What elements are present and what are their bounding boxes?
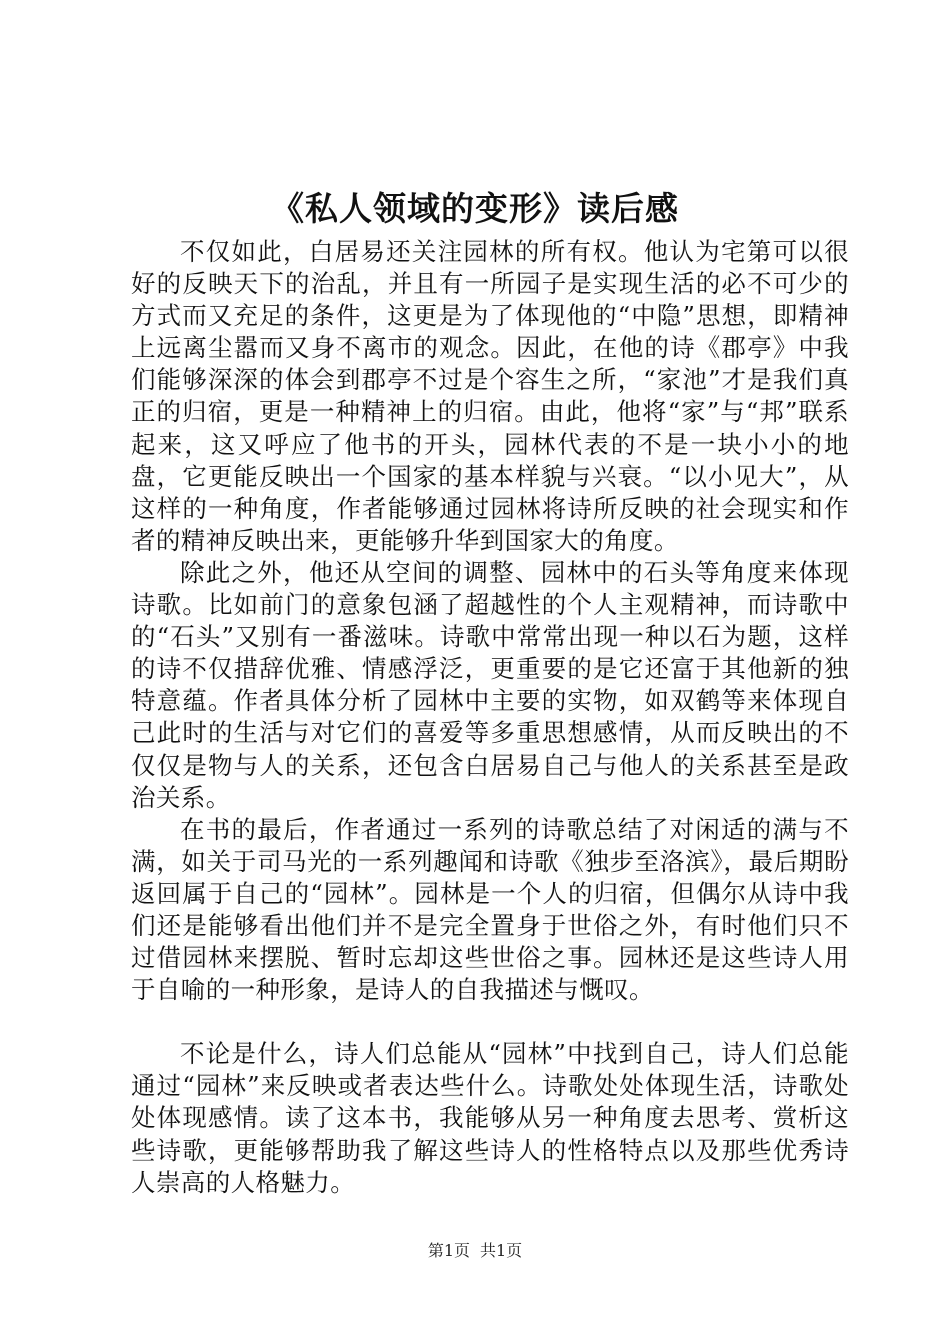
paragraph-3: 在书的最后，作者通过一系列的诗歌总结了对闲适的满与不满，如关于司马光的一系列趣闻和诗歌《独步至洛滨》，最后期盼返回属于自己的“园林”。园林是一个人的归宿，但偶尔从诗中我们还是能够看出他们并不是完全置身于世俗之外，有时他们只不过借园林来摆脱、暂时忘却这些世俗之事。园林还是这些诗人用于自喻的一种形象，是诗人的自我描述与慨叹。 bbox=[131, 814, 849, 1005]
page-total: 共1页 bbox=[480, 1241, 523, 1260]
document-title: 《私人领域的变形》读后感 bbox=[271, 189, 679, 228]
paragraph-1: 不仅如此，白居易还关注园林的所有权。他认为宅第可以很好的反映天下的治乱，并且有一所园子是实现生活的必不可少的方式而又充足的条件，这更是为了体现他的“中隐”思想，即精神上远离尘嚣而又身不离市的观念。因此，在他的诗《郡亭》中我们能够深深的体会到郡亭不过是个容生之所，“家池”才是我们真正的归宿，更是一种精神上的归宿。由此，他将“家”与“邦”联系起来，这又呼应了他书的开头，园林代表的不是一块小小的地盘，它更能反映出一个国家的基本样貌与兴衰。“以小见大”，从这样的一种角度，作者能够通过园林将诗所反映的社会现实和作者的精神反映出来，更能够升华到国家大的角度。 bbox=[131, 237, 849, 555]
page-footer bbox=[0, 1240, 950, 1262]
document-body bbox=[131, 236, 849, 1199]
page-number: 第1页 bbox=[427, 1241, 470, 1260]
paragraph-2: 除此之外，他还从空间的调整、园林中的石头等角度来体现诗歌。比如前门的意象包涵了超越性的个人主观精神，而诗歌中的“石头”又别有一番滋味。诗歌中常常出现一种以石为题，这样的诗不仅措辞优雅、情感浮泛，更重要的是它还富于其他新的独特意蕴。作者具体分析了园林中主要的实物，如双鹤等来体现自己此时的生活与对它们的喜爱等多重思想感情，从而反映出的不仅仅是物与人的关系，还包含白居易自己与他人的关系甚至是政治关系。 bbox=[131, 557, 849, 812]
paragraph-4: 不论是什么，诗人们总能从“园林”中找到自己，诗人们总能通过“园林”来反映或者表达些什么。诗歌处处体现生活，诗歌处处体现感情。读了这本书，我能够从另一种角度去思考、赏析这些诗歌，更能够帮助我了解这些诗人的性格特点以及那些优秀诗人崇高的人格魅力。 bbox=[131, 1039, 849, 1197]
